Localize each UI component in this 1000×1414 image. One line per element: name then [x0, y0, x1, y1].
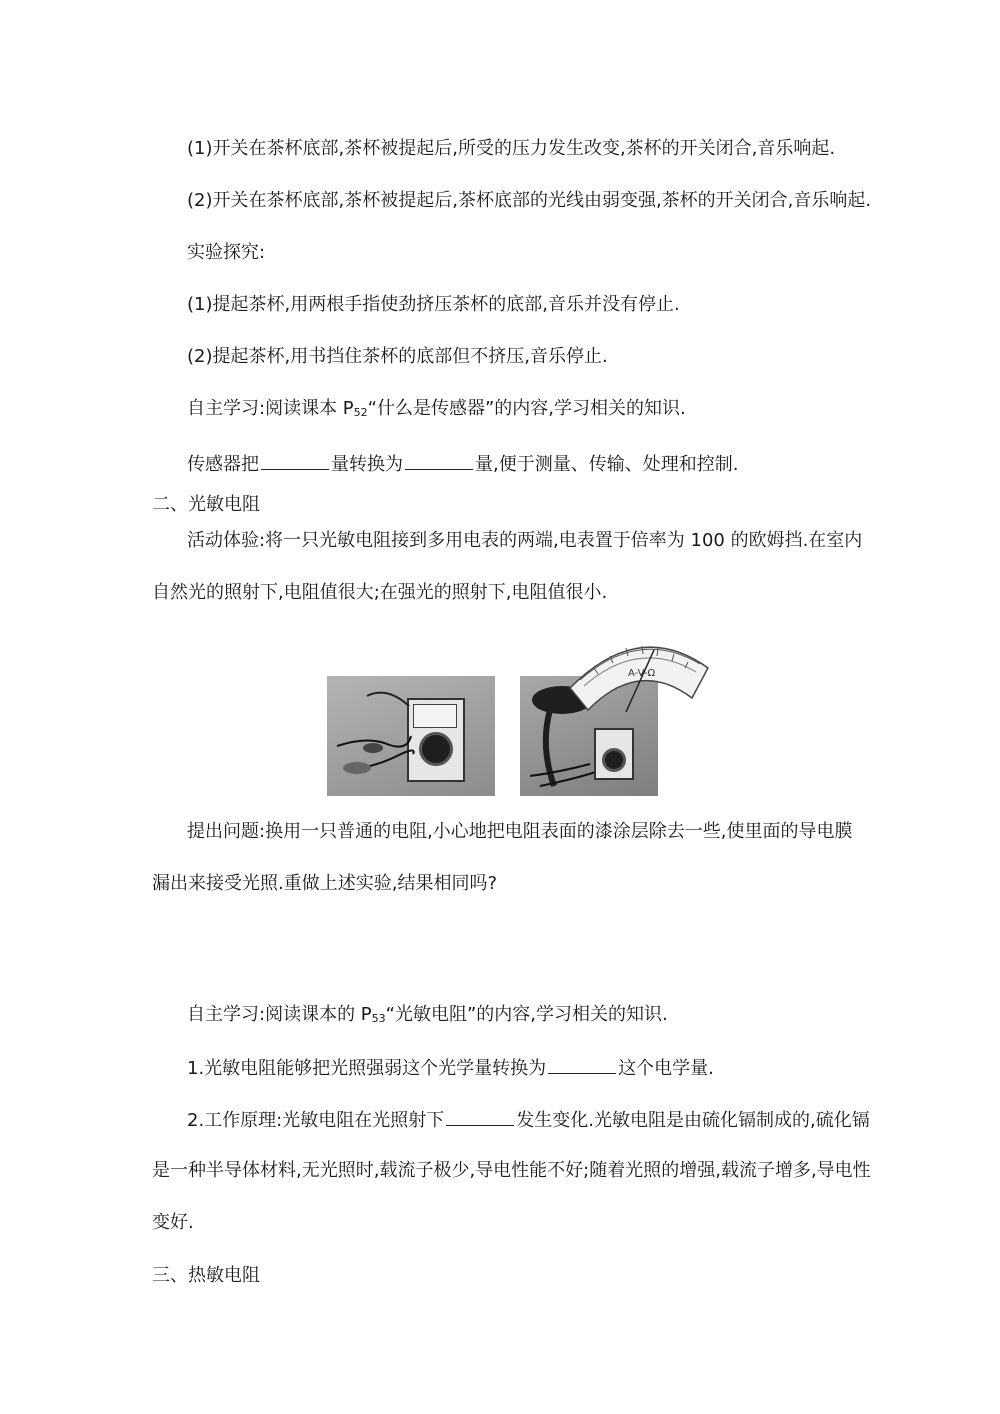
text-line: 漏出来接受光照.重做上述实验,结果相同吗? — [152, 873, 497, 894]
subscript: 52 — [353, 406, 368, 419]
selector-knob — [602, 748, 626, 772]
answer-blank — [548, 1055, 616, 1074]
subscript: 53 — [371, 1012, 386, 1025]
text-line: 提出问题:换用一只普通的电阻,小心地把电阻表面的漆涂层除去一些,使里面的导电膜 — [187, 821, 853, 842]
text-segment: “什么是传感器”的内容,学习相关的知识. — [367, 398, 686, 419]
text-segment: “光敏电阻”的内容,学习相关的知识. — [385, 1004, 668, 1025]
text-line — [187, 1003, 668, 1031]
text-line: 变好. — [152, 1212, 194, 1233]
text-line: (1)提起茶杯,用两根手指使劲挤压茶杯的底部,音乐并没有停止. — [187, 294, 680, 315]
text-line — [187, 397, 686, 425]
text-line: 是一种半导体材料,无光照时,载流子极少,导电性能不好;随着光照的增强,载流子增多,导电性 — [152, 1160, 871, 1181]
text-line: (1)开关在茶杯底部,茶杯被提起后,所受的压力发生改变,茶杯的开关闭合,音乐响起. — [187, 138, 836, 159]
fill-in-line — [187, 1055, 714, 1081]
answer-blank — [405, 451, 473, 470]
text-line: 实验探究: — [187, 242, 266, 263]
photo-multimeter-hands — [327, 676, 495, 796]
text-line: 活动体验:将一只光敏电阻接到多用电表的两端,电表置于倍率为 100 的欧姆挡.在室内 — [187, 530, 863, 551]
text-segment: 自主学习:阅读课本的 P — [187, 1004, 372, 1025]
fill-in-line — [187, 451, 738, 477]
dial-label: A-V-Ω — [628, 668, 656, 679]
text-line: (2)开关在茶杯底部,茶杯被提起后,茶杯底部的光线由弱变强,茶杯的开关闭合,音乐响起. — [187, 190, 872, 211]
text-segment: 自主学习:阅读课本 P — [187, 398, 354, 419]
text-segment: 量,便于测量、传输、处理和控制. — [475, 454, 739, 475]
text-segment: 这个电学量. — [618, 1058, 714, 1079]
text-segment: 发生变化.光敏电阻是由硫化镉制成的,硫化镉 — [516, 1110, 870, 1131]
section-heading: 二、光敏电阻 — [152, 494, 260, 515]
text-segment: 2.工作原理:光敏电阻在光照射下 — [187, 1110, 445, 1131]
text-line: 自然光的照射下,电阻值很大;在强光的照射下,电阻值很小. — [152, 582, 608, 603]
text-segment: 1.光敏电阻能够把光照强弱这个光学量转换为 — [187, 1058, 547, 1079]
text-segment: 传感器把 — [187, 454, 259, 475]
meter-dial-closeup — [566, 628, 712, 714]
wires-icon — [327, 676, 495, 796]
fill-in-line — [187, 1107, 870, 1133]
section-heading: 三、热敏电阻 — [152, 1265, 260, 1286]
answer-blank — [261, 451, 329, 470]
answer-blank — [446, 1107, 514, 1126]
text-line: (2)提起茶杯,用书挡住茶杯的底部但不挤压,音乐停止. — [187, 346, 608, 367]
text-segment: 量转换为 — [331, 454, 403, 475]
